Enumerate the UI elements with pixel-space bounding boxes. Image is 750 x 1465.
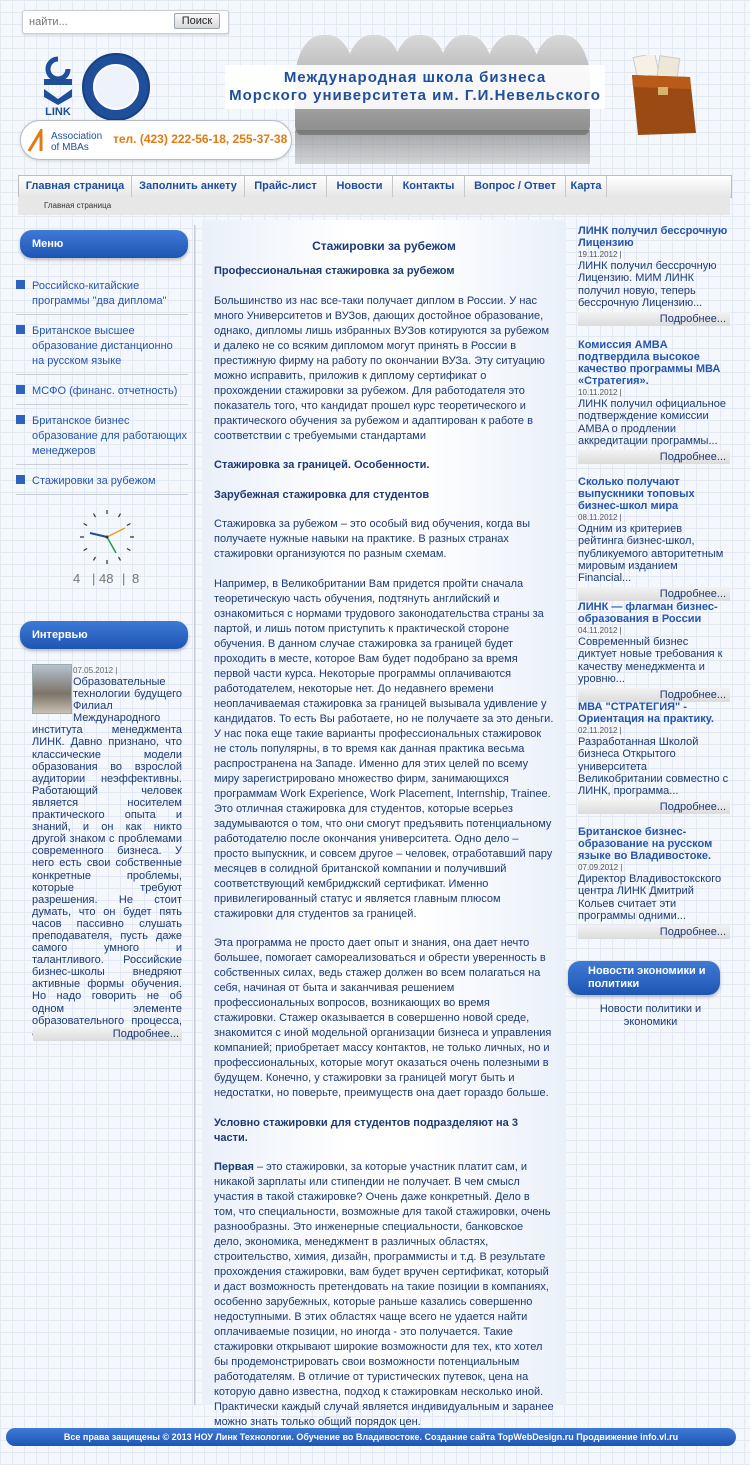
news-title[interactable]: Британское бизнес-образование на русском языке во Владивостоке. [578, 826, 713, 862]
news-text: Разработанная Школой бизнеса Открытого университета Великобритании совместно с ЛИНК, программа... [578, 736, 729, 798]
news-title[interactable]: ЛИНК — флагман бизнес-образования в России [578, 601, 718, 625]
sidebar-menu [16, 275, 188, 500]
article-body [214, 264, 554, 1445]
university-seal-icon [82, 53, 150, 121]
news-more-link[interactable]: Подробнее... [578, 312, 730, 326]
clock-separator: | [92, 571, 96, 586]
nav-item-contacts[interactable]: Контакты [393, 176, 465, 197]
news-text: ЛИНК получил официальное подтверждение комиссии AMBA о продлении аккредитации программы... [578, 398, 726, 447]
news-item [578, 826, 730, 946]
breadcrumb-bar [18, 197, 730, 215]
site-title-line1: Международная школа бизнеса [283, 69, 547, 86]
clock-icon [78, 508, 136, 566]
menu-heading: Меню [20, 230, 188, 258]
article-paragraph: Например, в Великобритании Вам придется пройти сначала теоретическую часть обучения, подтянуть английский и ознакомиться с нормами трудового законодательства страны за партой, и лишь потом приступить к практической стороне обучения. В данном случае стажировка за границей будет проходить в месте, которое Вам будет подобрано за время первой части курса. Некоторые программы оплачиваются работодателем, некоторые нет. До недавнего времени неоплачиваемая стажировка за границей вызывала удивление у кандидатов. То есть Вы работаете, но не получаете за это деньги. У нас пока еще такие варианты профессиональных стажировок не столь популярны, в то время как данная практика весьма распространена на Западе. Именно для этих целей по всему миру зарегистрировано множество фирм, занимающихся программам Work Experience, Work Placement, Internship, Trainee. Это отличная стажировка для студентов, которые всерьез задумываются о том, что они смогут предъявить потенциальному работодателю после окончания университета. Одно дело – просто выпускник, и совсем другое – человек, отработавший пару месяцев в солидной британской компании и получивший соответствующий кембриджский сертификат. Именно привилегированный статус и является главным плюсом стажировки для студентов за границей. [214, 577, 554, 920]
economy-news-heading: Новости экономики и политики [568, 961, 720, 995]
link-logo-text: LINK [45, 106, 71, 117]
mba-logo-line1: Association [51, 131, 103, 142]
nav-item-price[interactable]: Прайс-лист [245, 176, 327, 197]
clock-seconds: 8 [132, 571, 140, 586]
news-column [578, 225, 730, 946]
sidebar-item-british-business[interactable] [16, 410, 188, 465]
news-date: 10.11.2012 | [578, 388, 622, 397]
news-more-link[interactable]: Подробнее... [578, 925, 730, 939]
news-date: 04.11.2012 | [578, 626, 622, 635]
site-title-line2: Морского университета им. Г.И.Невельского [229, 87, 601, 104]
article-heading: Условно стажировки для студентов подразделяют на 3 части. [214, 1116, 518, 1144]
link-logo [38, 55, 78, 117]
interview-date: 07.05.2012 | [73, 666, 118, 675]
sidebar-item-two-diplomas[interactable] [16, 275, 188, 315]
interview-text: Образовательные технологии будущего Филиал Международного института менеджмента ЛИНК. Давно признано, что классические модели образования во взрослой аудитории неэффективны. Работающий человек является носителем практического опыта и знаний, и он как никто другой знаком с проблемами современного бизнеса. У него есть свои собственные конкретные проблемы, которые требуют разрешения. Не стоит думать, что он будет пять часов пассивно слушать преподавателя, пусть даже самого умного и талантливого. Российские бизнес-школы внедряют активные формы обучения. Но надо говорить не об одном элементе образовательного процесса, [32, 676, 182, 1027]
news-more-link[interactable]: Подробнее... [578, 800, 730, 814]
nav-item-news[interactable]: Новости [327, 176, 393, 197]
news-date: 08.11.2012 | [578, 513, 622, 522]
header-banner [20, 35, 730, 165]
mba-association-logo [27, 129, 109, 153]
news-item [578, 701, 730, 826]
phone-number: тел. (423) 222-56-18, 255-37-38 [113, 132, 288, 146]
news-item [578, 339, 730, 476]
article-paragraph: Большинство из нас все-таки получает диплом в России. У нас много Университетов и ВУЗов, дающих достойное образование, однако, дипломы лишь избранных ВУЗов котируются за рубежом и далеко не со всяким дипломом могут принять в России в престижную фирму на работу по окончании ВУЗа. Эту ситуацию можно исправить, приложив к диплому сертификат о прохождении стажировки за рубежом. Для работодателя это показатель того, что кандидат прошел курс теоретического и практического обучения за рубежом и адаптирован к работе в соответствии с требуемыми стандартами [214, 294, 550, 442]
article-paragraph: Стажировка за рубежом – это особый вид обучения, когда вы получаете нужные навыки на практике. В разных странах стажировки организуются по разным схемам. [214, 518, 530, 560]
nav-item-home[interactable]: Главная страница [19, 176, 132, 197]
search-box [22, 10, 229, 34]
news-title[interactable]: МВА "СТРАТЕГИЯ" - Ориентация на практику. [578, 701, 714, 725]
news-title[interactable]: Сколько получают выпускники топовых бизнес-школ мира [578, 476, 695, 512]
news-more-link[interactable]: Подробнее... [578, 450, 730, 464]
sidebar-item-internships[interactable] [16, 470, 188, 495]
main-content [202, 220, 566, 1428]
news-date: 07.09.2012 | [578, 863, 623, 872]
sidebar-item-label: Стажировки за рубежом [32, 475, 156, 487]
sidebar-item-label: Российско-китайские программы "два диплома" [32, 280, 167, 307]
sidebar-item-british-distance[interactable] [16, 320, 188, 375]
left-divider [194, 225, 196, 1405]
briefcase-icon [628, 55, 700, 137]
article-paragraph: Эта программа не просто дает опыт и знания, она дает нечто большее, помогает самореализоваться и обрести уверенность в собственных силах, ведь стажер должен во всем полагаться на себя, начиная от быта и заканчивая решением профессиональных вопросов, возникающих во время стажировки. Стажер оказывается в совершенно новой среде, знакомится с иной модельной организации бизнеса и управления компанией; приобретает массу контактов, не только личных, но и профессиональных, которые могут оказаться очень полезными в будущем. Конечно, у стажировки за границей могут быть и недостатки, но поверьте, преимуществ она дает гораздо больше. [214, 937, 552, 1099]
search-button[interactable]: Поиск [174, 13, 220, 29]
news-text: Одним из критериев рейтинга бизнес-школ, публикуемого авторитетным мировым изданием Financial... [578, 523, 724, 585]
sidebar-item-ifrs[interactable] [16, 380, 188, 405]
sidebar-item-label: Британское высшее образование дистанционно на русском языке [32, 325, 173, 367]
contact-pill [20, 120, 292, 160]
sidebar-item-label: МСФО (финанс. отчетность) [32, 385, 178, 397]
news-item [578, 601, 730, 701]
article-heading: Зарубежная стажировка для студентов [214, 488, 430, 501]
breadcrumb[interactable]: Главная страница [44, 201, 112, 210]
news-title[interactable]: Комиссия AMBA подтвердила высокое качество программы МВА «Стратегия». [578, 339, 721, 387]
square-bullet-icon [16, 385, 25, 394]
main-nav [18, 175, 732, 198]
economy-news-link[interactable]: Новости политики и экономики [599, 1003, 702, 1028]
news-text: Современный бизнес диктует новые требования к качеству менеджмента и уровню... [578, 636, 723, 685]
clock-minutes: 48 [99, 571, 114, 586]
square-bullet-icon [16, 475, 25, 484]
news-date: 19.11.2012 | [578, 250, 622, 259]
interview-heading: Интервью [20, 621, 188, 649]
mba-logo-line2: of MBAs [51, 142, 89, 153]
square-bullet-icon [16, 415, 25, 424]
news-title[interactable]: ЛИНК получил бессрочную Лицензию [578, 225, 728, 249]
article-heading: Стажировка за границей. Особенности. [214, 459, 430, 471]
square-bullet-icon [16, 280, 25, 289]
article-paragraph: – это стажировки, за которые участник платит сам, и никакой зарплаты или стипендии не получает. В чем смысл участия в такой стажировке? Очень даже конкретный. Дело в том, что специальности, возможные для такой стажировки, очень разнообразны. Это инженерные специальности, банковское дело, экономика, менеджмент в различных областях, строительство, химия, дизайн, программисты и т.д. В результате прохождения стажировки, вам будет вручен сертификат, который и даст возможность претендовать на такие позиции в компаниях, особенно зарубежных, которые раньше казались совершенно недоступными. В этих областях чаще всего не удается найти оплачиваемые позиции, но иногда - это получается. Такие стажировки открывают широкие возможности для тех, кто хотел бы продемонстрировать свои возможности потенциальным работодателям. В отличие от туристических путевок, цена на которую давно известна, подход к стажировкам несколько иной. Практически каждый случай является индивидуальным и заранее можно знать только общий порядок цен. [214, 1161, 554, 1428]
news-date: 02.11.2012 | [578, 726, 622, 735]
news-more-link[interactable]: Подробнее... [578, 587, 730, 601]
interview-more-link[interactable]: Подробнее... [33, 1027, 182, 1041]
nav-item-map[interactable]: Карта [566, 176, 607, 197]
article-heading: Профессиональная стажировка за рубежом [214, 265, 455, 277]
square-bullet-icon [16, 325, 25, 334]
sidebar-item-label: Британское бизнес образование для работающих менеджеров [32, 415, 188, 457]
nav-item-form[interactable]: Заполнить анкету [132, 176, 245, 197]
page-title: Стажировки за рубежом [312, 239, 456, 253]
search-input[interactable] [27, 14, 171, 30]
news-item [578, 225, 730, 339]
site-title [225, 65, 605, 109]
news-item [578, 476, 730, 601]
news-text: Директор Владивостокского центра ЛИНК Дмитрий Кольев считает эти программы одними... [578, 873, 722, 922]
clock-separator: | [122, 571, 126, 586]
article-lead-word: Первая [214, 1161, 254, 1173]
news-text: ЛИНК получил бессрочную Лицензию. МИМ ЛИНК получил новую, теперь бессрочную Лицензию... [578, 260, 717, 309]
footer: Все права защищены © 2013 НОУ Линк Технологии. Обучение во Владивостоке. Создание сайта TopWebDesign.ru Продвижение info.vl.ru [6, 1428, 736, 1446]
nav-item-faq[interactable]: Вопрос / Ответ [465, 176, 566, 197]
news-more-link[interactable]: Подробнее... [578, 688, 730, 702]
clock-hours: 4 [73, 571, 81, 586]
